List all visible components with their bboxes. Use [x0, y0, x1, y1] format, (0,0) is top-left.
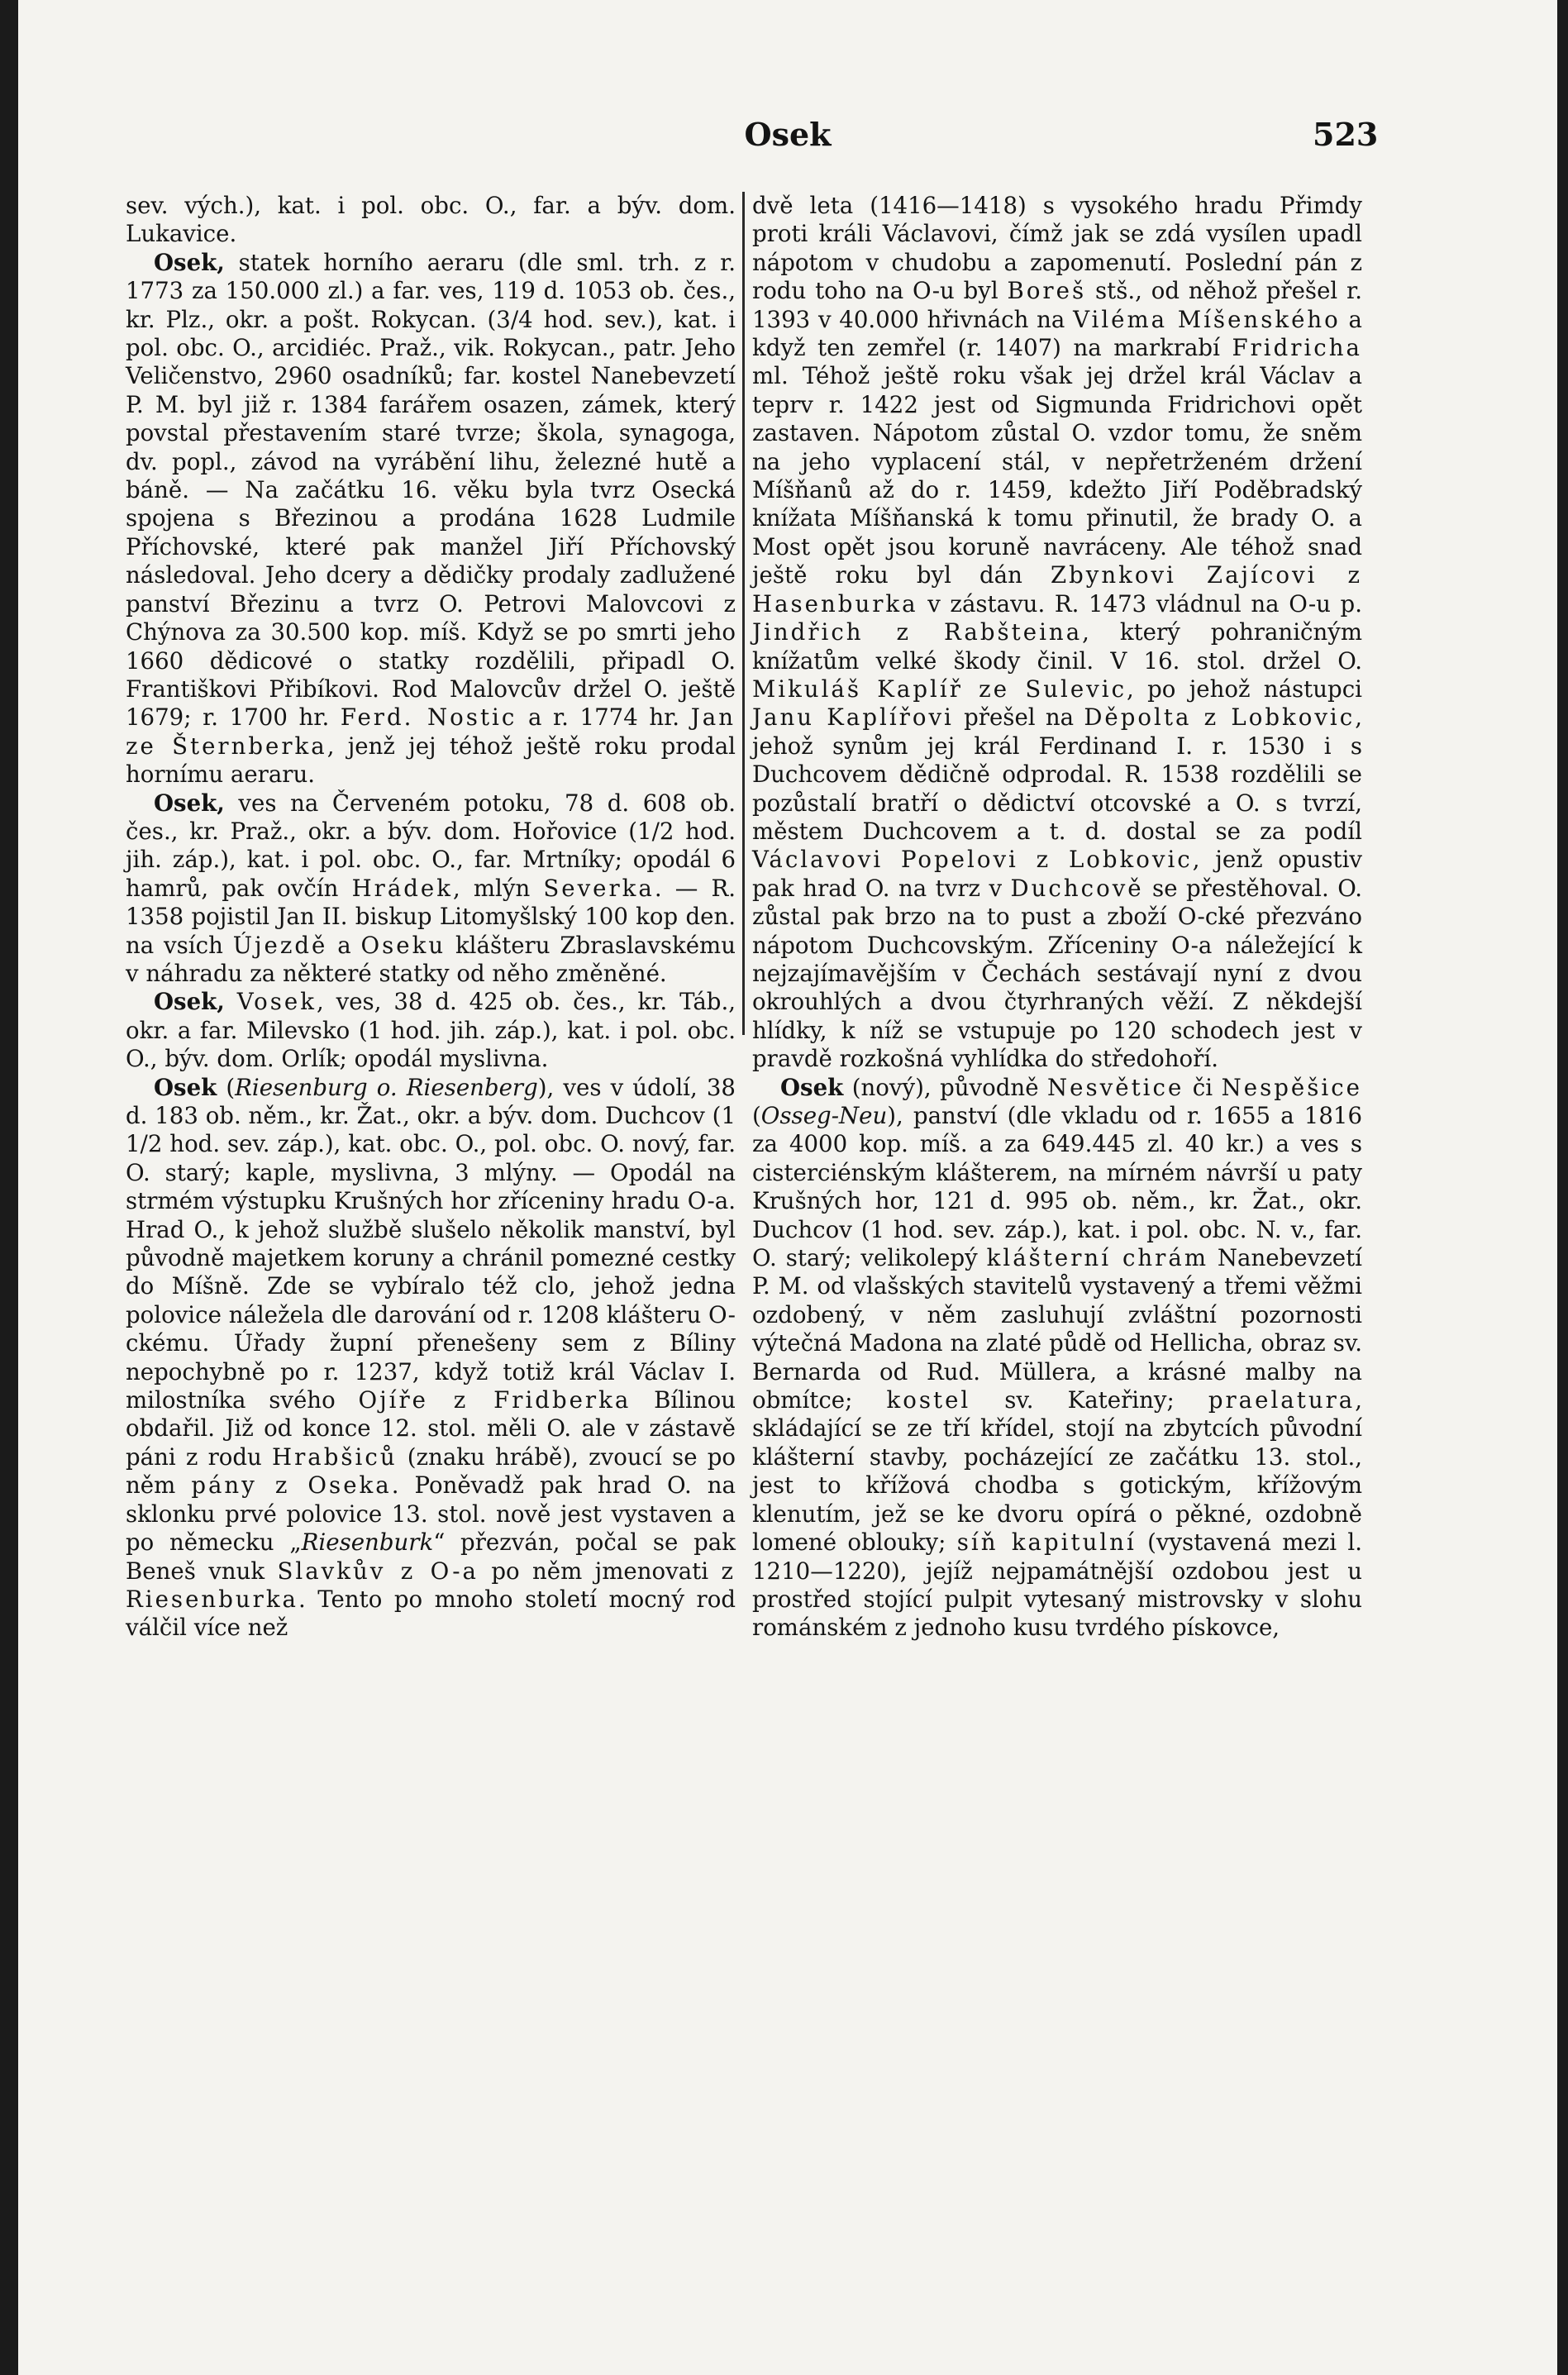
text-run: , jehož synům jej král Ferdinand I. r. 1530 i s Duchcovem dědičně odprodal. R. 1538 rozdělili se pozůstalí bratří o dědictví otcovské a O. s tvrzí, městem Duchcovem a t. d. dostal se za podíl — [752, 703, 1362, 845]
text-run: Slavkův z O-a — [277, 1557, 479, 1585]
dictionary-entry — [126, 988, 736, 1073]
text-run: a — [327, 931, 361, 959]
text-run: Janu Kaplířovi — [752, 703, 954, 732]
text-run: Osek, — [154, 248, 225, 276]
text-run: ( — [217, 1073, 236, 1101]
right-column — [752, 192, 1362, 1643]
continued-paragraph — [752, 192, 1362, 1074]
text-run: stš., od něhož přešel r. 1393 v 40.000 hřivnách na — [752, 277, 1362, 333]
text-run: Riesenburk — [301, 1528, 434, 1557]
text-run: Hrabšiců — [272, 1443, 398, 1471]
text-run: Vosek — [236, 988, 317, 1016]
text-run: Václavovi Popelovi z Lobkovic — [752, 846, 1193, 874]
text-run: sv. Kateřiny; — [970, 1386, 1208, 1414]
text-run: dvě leta (1416—1418) s vysokého hradu Přimdy proti králi Václavovi, čímž jak se zdá vysílen upadl nápotom v chudobu a zapomenutí. Poslední pán z rodu toho na O-u byl — [752, 192, 1362, 305]
text-run: Bílinou obdařil. Již od konce 12. stol. měli O. ale v zástavě páni z rodu — [126, 1386, 736, 1471]
text-run: ), ves v údolí, 38 d. 183 ob. něm., kr. Žat., okr. a býv. dom. Duchcov (1 1/2 hod. sev. záp.), kat. obc. O., pol. obc. O. nový, far. O. starý; kaple, myslivna, 3 mlýny. — Opodál na strmém výstupku Krušných hor zříceniny hradu O-a. Hrad O., k jehož službě slušelo několik manství, byl původně majetkem koruny a chránil pomezné cestky do Míšně. Zde se vybíralo též clo, jehož jedna polovice náležela dle darování od r. 1208 klášteru O-ckému. Úřady župní přenešeny sem z Bíliny nepochybně po r. 1237, když totiž král Václav I. milostníka svého — [126, 1073, 736, 1414]
text-run: z Riesenburka — [126, 1557, 736, 1613]
text-run — [225, 988, 237, 1015]
text-run: . Poněvadž pak hrad O. na sklonku prvé polovice 13. stol. nově jest vystaven a po německu „ — [126, 1471, 736, 1557]
text-run: sev. vých.), kat. i pol. obc. O., far. a býv. dom. Lukavice. — [126, 192, 736, 248]
text-run: a když ten zemřel (r. 1407) na markrabí — [752, 305, 1362, 362]
text-run: Oseku — [360, 931, 446, 959]
text-run: , který pohraničným knížatům velké škody činil. V 16. stol. držel O. — [752, 618, 1363, 675]
text-run: Osseg-Neu — [760, 1102, 888, 1129]
text-run: (nový), původně — [843, 1073, 1048, 1101]
text-run: Nanebevzetí P. M. od vlašských stavitelů vystavený a třemi věžmi ozdobený, v něm zasluhují zvláštní pozornosti výtečná Madona na zlaté půdě od Hellicha, obraz sv. Bernarda od Rud. Müllera, a krásné malby na obmítce; — [752, 1244, 1362, 1414]
text-run: kostel — [886, 1386, 971, 1414]
text-run: (znaku hrábě), zvoucí se po něm — [126, 1443, 736, 1500]
text-run: klášteru Zbraslavskému v náhradu za některé statky od něho změněné. — [126, 931, 736, 987]
text-run: Osek — [154, 1073, 217, 1101]
text-run: Fridricha — [1232, 334, 1362, 362]
text-run: Osek, — [154, 988, 225, 1016]
text-run: Jan ze Šternberka — [126, 703, 736, 760]
text-run: po něm jmenovati — [479, 1557, 722, 1585]
text-run: síň kapitulní — [956, 1528, 1137, 1557]
text-run: , ves, 38 d. 425 ob. čes., kr. Táb., okr. a far. Milevsko (1 hod. jih. záp.), kat. i pol. obc. O., býv. dom. Orlík; opodál myslivna. — [126, 988, 736, 1073]
text-run: pány z Oseka — [191, 1471, 392, 1500]
page-number: 523 — [1313, 116, 1379, 153]
text-run: přešel na — [953, 703, 1084, 732]
text-run: Ojíře z Fridberka — [358, 1386, 631, 1414]
text-run: Jindřich z Rabšteina — [752, 618, 1083, 646]
dictionary-entry — [752, 1074, 1362, 1643]
text-run: Severka — [543, 874, 655, 902]
text-run: , skládající se ze tří křídel, stojí na zbytcích původní klášterní stavby, pocházející ze začátku 13. stol., jest to křížová chodba s gotickým, křížovým klenutím, jež se ke dvoru opírá o pěkné, ozdobně lomené oblouky; — [752, 1386, 1363, 1557]
text-run: a r. 1774 hr. — [517, 703, 691, 732]
text-run: , mlýn — [452, 874, 544, 902]
text-run: Ferd. Nostic — [340, 703, 517, 732]
text-run: ), panství (dle vkladu od r. 1655 a 1816 za 4000 kop. míš. a za 649.445 zl. 40 kr.) a ves s cisterciénským klášterem, na mírném návrší u paty Krušných hor, 121 d. 995 ob. něm., kr. Žat., okr. Duchcov (1 hod. sev. záp.), kat. i pol. obc. N. v., far. O. starý; velikolepý — [752, 1102, 1362, 1272]
dictionary-entry — [126, 1074, 736, 1643]
text-run: , po jehož nástupci — [1127, 675, 1362, 703]
text-run: Újezdě — [232, 931, 328, 959]
text-run: Hrádek — [351, 874, 453, 902]
text-run: Boreš — [1007, 277, 1087, 305]
text-run: Děpolta z Lobkovic — [1084, 703, 1356, 732]
text-run: Nespěšice — [1221, 1073, 1362, 1101]
text-run: ml. Téhož ještě roku však jej držel král Václav a teprv r. 1422 jest od Sigmunda Fridrichovi opět zastaven. Nápotom zůstal O. vzdor tomu, že sněm na jeho vyplacení stál, v nepřetrženém držení Míšňanů až do r. 1459, kdežto Jiří Poděbradský knížata Míšňanská k tomu přinutil, že brady O. a Most opět jsou koruně navráceny. Ale téhož snad ještě roku byl dán — [752, 362, 1362, 589]
text-run: Mikuláš Kaplíř ze Sulevic — [752, 675, 1127, 703]
text-run: se přestěhoval. O. zůstal pak brzo na to pust a zboží O-cké přezváno nápotom Duchcovským. Zříceniny O-a náležející k nejzajímavějším v Čechách sestávají nyní z dvou okrouhlých a dvou čtyrhraných věží. Z někdejší hlídky, k níž se vstupuje po 120 schodech jest v pravdě rozkošná vyhlídka do středohoří. — [752, 874, 1362, 1073]
text-run: , jenž jej téhož ještě roku prodal hornímu aeraru. — [126, 732, 736, 789]
left-column — [126, 192, 736, 1643]
text-run: v zástavu. R. 1473 vládnul na O-u p. — [917, 589, 1362, 618]
text-run: Duchcově — [1010, 874, 1144, 902]
text-run: Nesvětice — [1047, 1073, 1184, 1101]
text-run: či — [1184, 1073, 1222, 1101]
text-run: , jenž opustiv pak hrad O. na tvrz v — [752, 846, 1362, 902]
text-run: Osek, — [154, 789, 225, 817]
text-run: . — R. 1358 pojistil Jan II. biskup Litomyšlský 100 kop den. na vsích — [126, 874, 736, 959]
text-run: statek horního aeraru (dle sml. trh. z r. 1773 za 150.000 zl.) a far. ves, 119 d. 1053 ob. čes., kr. Plz., okr. a pošt. Rokycan. (3/4 hod. sev.), kat. i pol. obc. O., arcidiéc. Praž., vik. Rokycan., patr. Jeho Veličenstvo, 2960 osadníků; far. kostel Nanebevzetí P. M. byl již r. 1384 farářem osazen, zámek, který povstal přestavením staré tvrze; škola, synagoga, dv. popl., závod na vyrábění lihu, železné hutě a báně. — Na začátku 16. věku byla tvrz Osecká spojena s Březinou a prodána 1628 Ludmile Příchovské, které pak manžel Jiří Příchovský následoval. Jeho dcery a dědičky prodaly zadlužené panství Březinu a tvrz O. Petrovi Malovcovi z Chýnova za 30.500 kop. míš. Když se po smrti jeho 1660 dědicové o statky rozdělili, připadl O. Františkovi Přibíkovi. Rod Malovcův držel O. ještě 1679; r. 1700 hr. — [126, 248, 736, 732]
column-divider — [742, 192, 745, 1035]
text-run: ( — [752, 1102, 761, 1129]
text-run: (vystavená mezi l. 1210—1220), jejíž nejpamátnější ozdobou jest u prostřed stojící pulpit vytesaný mistrovsky v slohu románském z jednoho kusu tvrdého pískovce, — [752, 1528, 1362, 1642]
text-run: . Tento po mnoho století mocný rod válčil více než — [126, 1585, 736, 1642]
text-run: Riesenburg o. Riesenberg — [235, 1073, 538, 1101]
text-run: Osek — [780, 1073, 844, 1101]
text-run: “ přezván, počal se pak Beneš vnuk — [126, 1528, 736, 1585]
text-run: Viléma Míšenského — [1073, 305, 1341, 333]
text-run: ves na Červeném potoku, 78 d. 608 ob. čes., kr. Praž., okr. a býv. dom. Hořovice (1/2 hod. jih. záp.), kat. i pol. obc. O., far. Mrtníky; opodál 6 hamrů, pak ovčín — [126, 789, 736, 902]
book-page — [18, 0, 1557, 2375]
running-title: Osek — [744, 116, 832, 153]
dictionary-entry — [126, 249, 736, 789]
dictionary-entry — [126, 789, 736, 989]
continued-paragraph — [126, 192, 736, 249]
text-run: klášterní chrám — [986, 1244, 1208, 1272]
text-run: praelatura — [1208, 1386, 1356, 1414]
text-run: Zbynkovi Zajícovi z Hasenburka — [752, 561, 1363, 618]
